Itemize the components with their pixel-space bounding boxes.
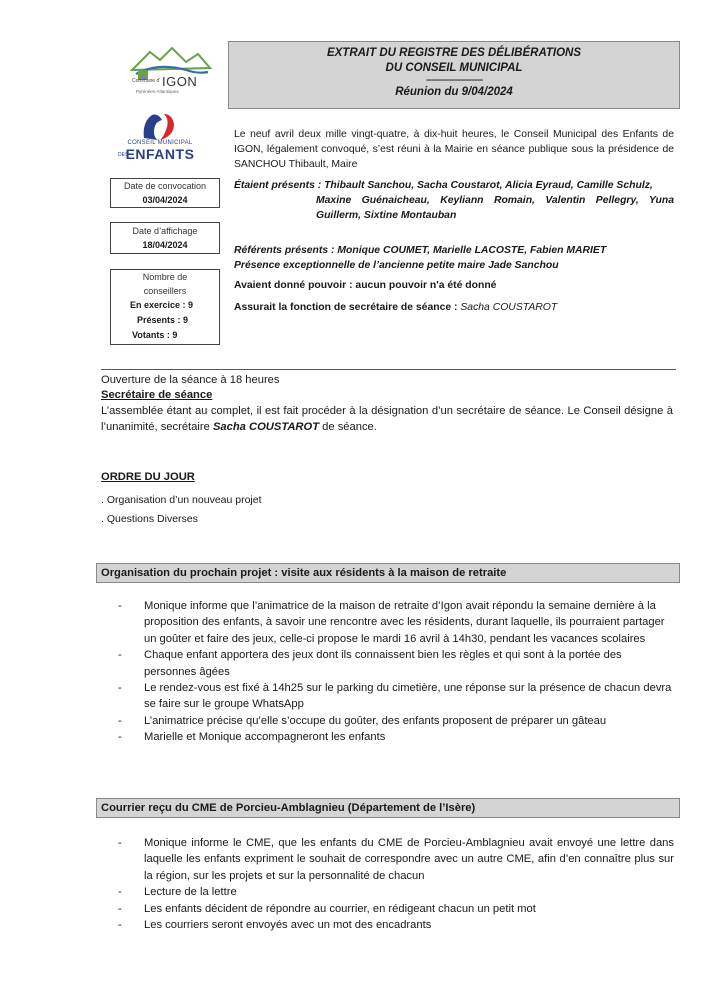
list-item-text: L’animatrice précise qu’elle s’occupe du goûter, des enfants proposent de préparer un gâteau <box>144 714 607 727</box>
display-date-box <box>110 222 220 254</box>
referents-block <box>234 243 674 273</box>
councillors-present: Présents : 9 <box>137 315 189 325</box>
cme-letter-bullets <box>118 835 674 933</box>
list-item-text: Chaque enfant apportera des jeux dont ils connaissent bien les règles et qui sont à la portée des personnes âgées <box>144 649 622 678</box>
list-item-text: Les enfants décident de répondre au courrier, en rédigeant chacun un petit mot <box>144 902 536 915</box>
convocation-date-value: 03/04/2024 <box>142 195 188 205</box>
display-date-value: 18/04/2024 <box>142 240 188 250</box>
list-item <box>118 713 674 729</box>
agenda-item: . Organisation d’un nouveau projet <box>101 494 262 506</box>
bullet-dash: - <box>118 649 122 662</box>
list-item-text: Le rendez-vous est fixé à 14h25 sur le parking du cimetière, une réponse sur la présence de chacun devra se faire sur le groupe WhatsApp <box>144 682 672 711</box>
igon-logo-tagline: Pyrénées-Atlantiques <box>136 89 179 94</box>
cme-logo-line3: ENFANTS <box>125 146 195 162</box>
secretary-text-part1: L’assemblée étant au complet, il est fait procéder à la désignation d’un secrétaire de séance. Le Conseil désigne à l’unanimité, secrétaire <box>101 405 673 433</box>
list-item <box>118 884 674 900</box>
councillors-in-office: En exercice : 9 <box>130 300 194 310</box>
deliberation-title-box <box>228 41 680 109</box>
bullet-dash: - <box>118 837 122 849</box>
title-separator: -------------------- <box>425 74 483 86</box>
convocation-date-box <box>110 178 220 208</box>
councillors-label-1: Nombre de <box>142 272 188 282</box>
header-divider <box>101 369 676 370</box>
list-item-text: Marielle et Monique accompagneront les enfants <box>144 731 386 744</box>
secretary-label: Assurait la fonction de secrétaire de séance : <box>234 302 461 313</box>
secretary-text-part2: de séance. <box>319 421 377 433</box>
cme-logo <box>114 112 206 164</box>
title-line-2: DU CONSEIL MUNICIPAL <box>385 62 523 74</box>
convocation-date-label: Date de convocation <box>123 181 207 191</box>
cme-logo-line1: CONSEIL MUNICIPAL <box>127 140 193 146</box>
list-item-text: Les courriers seront envoyés avec un mot des encadrants <box>144 919 432 932</box>
bullet-dash: - <box>118 600 122 612</box>
title-line-1: EXTRAIT DU REGISTRE DES DÉLIBÉRATIONS <box>326 47 582 59</box>
section-title-retirement-home-visit: Organisation du prochain projet : visite aux résidents à la maison de retraite <box>96 563 680 583</box>
councillors-count-box <box>110 269 220 345</box>
list-item <box>118 917 674 933</box>
display-date-label: Date d’affichage <box>132 226 198 236</box>
bullet-dash: - <box>118 886 122 899</box>
meeting-intro: Le neuf avril deux mille vingt-quatre, à dix-huit heures, le Conseil Municipal des Enfants de IGON, légalement convoqué, s’est réuni à la Mairie en séance publique sous la présidence de SANCHOU Thibault, Maire <box>234 129 674 170</box>
list-item <box>118 598 674 647</box>
bullet-dash: - <box>118 682 122 695</box>
secretary-section-title: Secrétaire de séance <box>101 389 213 401</box>
session-opening: Ouverture de la séance à 18 heures <box>101 374 280 386</box>
bullet-dash: - <box>118 902 122 915</box>
bullet-dash: - <box>118 714 122 727</box>
agenda-item: . Questions Diverses <box>101 513 198 525</box>
list-item <box>118 901 674 917</box>
secretary-section-text <box>101 403 673 435</box>
list-item <box>118 647 674 680</box>
bullet-dash: - <box>118 731 122 744</box>
attendees-label: Étaient présents : Thibault Sanchou, Sacha Coustarot, Alicia Eyraud, Camille Schulz, <box>234 180 653 191</box>
secretary-statement <box>234 300 674 315</box>
retirement-visit-bullets <box>118 598 674 746</box>
list-item <box>118 835 674 884</box>
proxy-statement: Avaient donné pouvoir : aucun pouvoir n'a été donné <box>234 280 497 291</box>
cme-logo-line2: DES <box>118 152 129 158</box>
exceptional-presence: Présence exceptionnelle de l’ancienne petite maire Jade Sanchou <box>234 260 559 271</box>
referents-present: Référents présents : Monique COUMET, Marielle LACOSTE, Fabien MARIET <box>234 245 607 256</box>
igon-logo-name: IGON <box>162 74 198 89</box>
igon-logo-commune: Commune d' <box>132 78 161 84</box>
agenda-title: ORDRE DU JOUR <box>101 471 195 483</box>
bullet-dash: - <box>118 919 122 932</box>
list-item <box>118 680 674 713</box>
attendees-names: Maxine Guénaicheau, Keyliann Romain, Valentin Pellegry, Yuna Guillerm, Sixtine Montauban <box>316 195 674 221</box>
secretary-text-name: Sacha COUSTAROT <box>212 421 320 433</box>
list-item-text: Lecture de la lettre <box>144 886 237 899</box>
councillors-voting: Votants : 9 <box>132 330 178 340</box>
councillors-label-2: conseillers <box>143 286 187 296</box>
section-title-cme-letter: Courrier reçu du CME de Porcieu-Amblagnieu (Département de l’Isère) <box>96 798 680 818</box>
igon-logo <box>128 44 212 98</box>
attendees <box>234 178 674 223</box>
list-item <box>118 729 674 745</box>
title-meeting-date: Réunion du 9/04/2024 <box>395 86 513 98</box>
secretary-name: Sacha COUSTAROT <box>460 302 558 313</box>
list-item-text: Monique informe le CME, que les enfants du CME de Porcieu-Amblagnieu avait envoyé une lettre dans laquelle les enfants expriment le souhait de correspondre avec un autre CME, afin d’en connaître plus sur la région, sur les projets et sur la personnalité de chacun <box>144 837 674 882</box>
list-item-text: Monique informe que l’animatrice de la maison de retraite d’Igon avait répondu la semaine dernière à la proposition des enfants, à savoir une rencontre avec les résidents, durant laquelle, ils pourraient partager un goûter et faire des jeux, celle-ci propose le mardi 16 avril à 14h30, pendant les vacances scolaires <box>144 600 665 645</box>
